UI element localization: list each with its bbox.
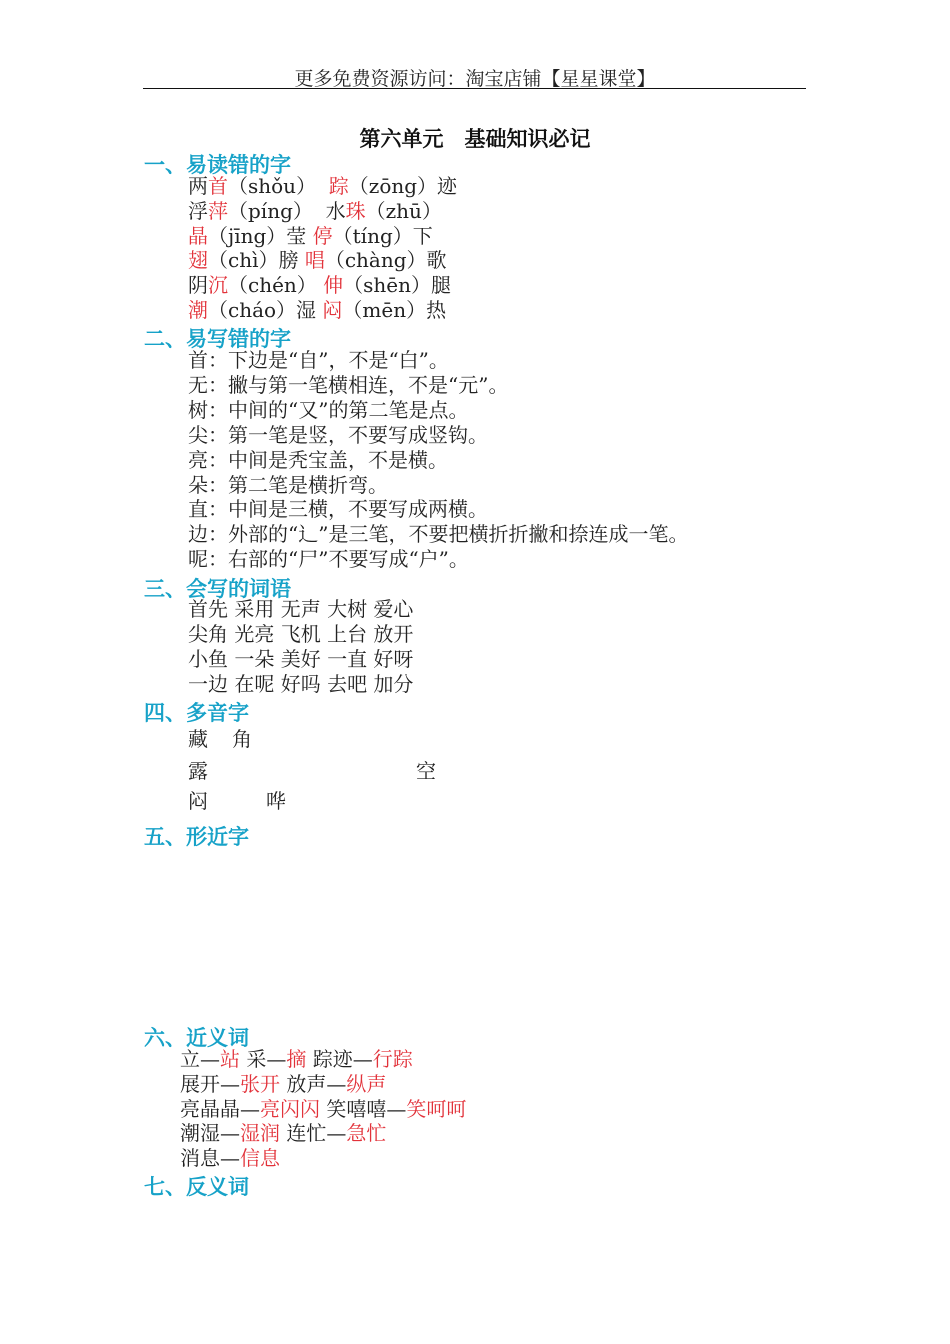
highlighted-text: 张开 xyxy=(240,1071,280,1096)
miswrite-line: 呢：右部的“尸”不要写成“户”。 xyxy=(188,547,469,572)
misread-line xyxy=(188,224,433,248)
miswrite-line: 首：下边是“自”，不是“白”。 xyxy=(188,348,449,372)
line-text: （chì）膀 xyxy=(208,248,305,273)
document-title: 第六单元 基础知识必记 xyxy=(359,126,591,151)
polyphone-char: 角 xyxy=(232,727,252,751)
line-text: （zhū） xyxy=(365,198,442,223)
highlighted-text: 踪 xyxy=(328,174,349,198)
line-text: （jīng）莹 xyxy=(208,223,313,248)
section-heading-miswrite: 二、易写错的字 xyxy=(144,327,291,351)
miswrite-line: 无：撇与第一笔横相连，不是“元”。 xyxy=(188,372,509,397)
line-text: 放声— xyxy=(280,1071,347,1096)
misread-line xyxy=(188,298,446,322)
line-text: 消息— xyxy=(180,1146,240,1171)
line-text: 采— xyxy=(240,1047,287,1071)
polyphone-char: 藏 xyxy=(188,727,208,751)
misread-line xyxy=(188,199,442,223)
section-heading-similar-chars: 五、形近字 xyxy=(144,825,249,849)
line-text: （shēn）腿 xyxy=(343,273,452,298)
highlighted-text: 信息 xyxy=(240,1146,280,1171)
synonym-line xyxy=(180,1047,413,1071)
highlighted-text: 笑呵呵 xyxy=(406,1096,467,1121)
highlighted-text: 晶 xyxy=(188,223,208,248)
line-text: 浮 xyxy=(188,198,208,223)
highlighted-text: 行踪 xyxy=(372,1047,413,1071)
section-heading-words: 三、会写的词语 xyxy=(144,577,291,601)
highlighted-text: 湿润 xyxy=(240,1121,280,1146)
polyphone-char: 露 xyxy=(188,759,208,783)
miswrite-line: 朵：第二笔是横折弯。 xyxy=(188,472,388,497)
line-text: （zōng）迹 xyxy=(348,174,458,198)
highlighted-text: 停 xyxy=(312,223,333,248)
misread-line xyxy=(188,248,447,272)
line-text: 阴 xyxy=(188,273,208,298)
polyphone-char: 哗 xyxy=(266,789,286,813)
highlighted-text: 亮闪闪 xyxy=(260,1096,320,1121)
line-text: 潮湿— xyxy=(180,1121,240,1146)
line-text: （cháo）湿 xyxy=(208,298,323,322)
highlighted-text: 闷 xyxy=(322,298,343,322)
section-heading-synonyms: 六、近义词 xyxy=(144,1026,249,1050)
highlighted-text: 急忙 xyxy=(346,1121,387,1146)
highlighted-text: 翅 xyxy=(188,248,208,273)
highlighted-text: 沉 xyxy=(208,273,228,298)
highlighted-text: 伸 xyxy=(323,273,344,298)
miswrite-line: 亮：中间是秃宝盖，不是横。 xyxy=(188,447,448,472)
section-heading-misread: 一、易读错的字 xyxy=(144,153,291,177)
section-heading-antonyms: 七、反义词 xyxy=(144,1175,249,1199)
miswrite-line: 边：外部的“辶”是三笔，不要把横折折撇和捺连成一笔。 xyxy=(188,522,689,547)
highlighted-text: 珠 xyxy=(345,198,366,223)
miswrite-line: 直：中间是三横，不要写成两横。 xyxy=(188,497,488,522)
synonym-line xyxy=(180,1121,386,1145)
line-text: （mēn）热 xyxy=(342,298,447,322)
synonym-line xyxy=(180,1097,466,1121)
section-heading-polyphones: 四、多音字 xyxy=(144,701,249,725)
line-text: 笑嘻嘻— xyxy=(320,1096,407,1121)
line-text: 亮晶晶— xyxy=(180,1096,260,1121)
synonym-line xyxy=(180,1072,386,1096)
highlighted-text: 摘 xyxy=(286,1047,307,1071)
line-text: （shǒu） xyxy=(228,174,329,198)
line-text: 两 xyxy=(188,174,208,198)
highlighted-text: 纵声 xyxy=(346,1071,387,1096)
line-text: （chén） xyxy=(228,273,324,298)
highlighted-text: 首 xyxy=(208,174,228,198)
miswrite-line: 树：中间的“又”的第二笔是点。 xyxy=(188,397,469,422)
line-text: 立— xyxy=(180,1047,220,1071)
words-line: 小鱼 一朵 美好 一直 好呀 xyxy=(188,647,414,671)
line-text: （chàng）歌 xyxy=(324,248,447,273)
polyphone-char: 闷 xyxy=(188,789,208,813)
synonym-line xyxy=(180,1146,280,1170)
line-text: （tíng）下 xyxy=(332,223,433,248)
miswrite-line: 尖：第一笔是竖，不要写成竖钩。 xyxy=(188,422,488,447)
line-text: 展开— xyxy=(180,1071,240,1096)
highlighted-text: 站 xyxy=(220,1047,240,1071)
words-line: 首先 采用 无声 大树 爱心 xyxy=(188,597,414,621)
line-text: 踪迹— xyxy=(306,1047,373,1071)
words-line: 一边 在呢 好吗 去吧 加分 xyxy=(188,672,414,696)
polyphone-char: 空 xyxy=(416,759,436,783)
highlighted-text: 萍 xyxy=(208,198,228,223)
line-text: （píng） 水 xyxy=(228,198,346,223)
misread-line xyxy=(188,174,457,198)
misread-line xyxy=(188,273,451,297)
header-rule xyxy=(143,88,806,89)
highlighted-text: 唱 xyxy=(304,248,325,273)
page-header: 更多免费资源访问：淘宝店铺【星星课堂】 xyxy=(294,68,656,90)
line-text: 连忙— xyxy=(280,1121,347,1146)
highlighted-text: 潮 xyxy=(188,298,208,322)
words-line: 尖角 光亮 飞机 上台 放开 xyxy=(188,622,414,646)
